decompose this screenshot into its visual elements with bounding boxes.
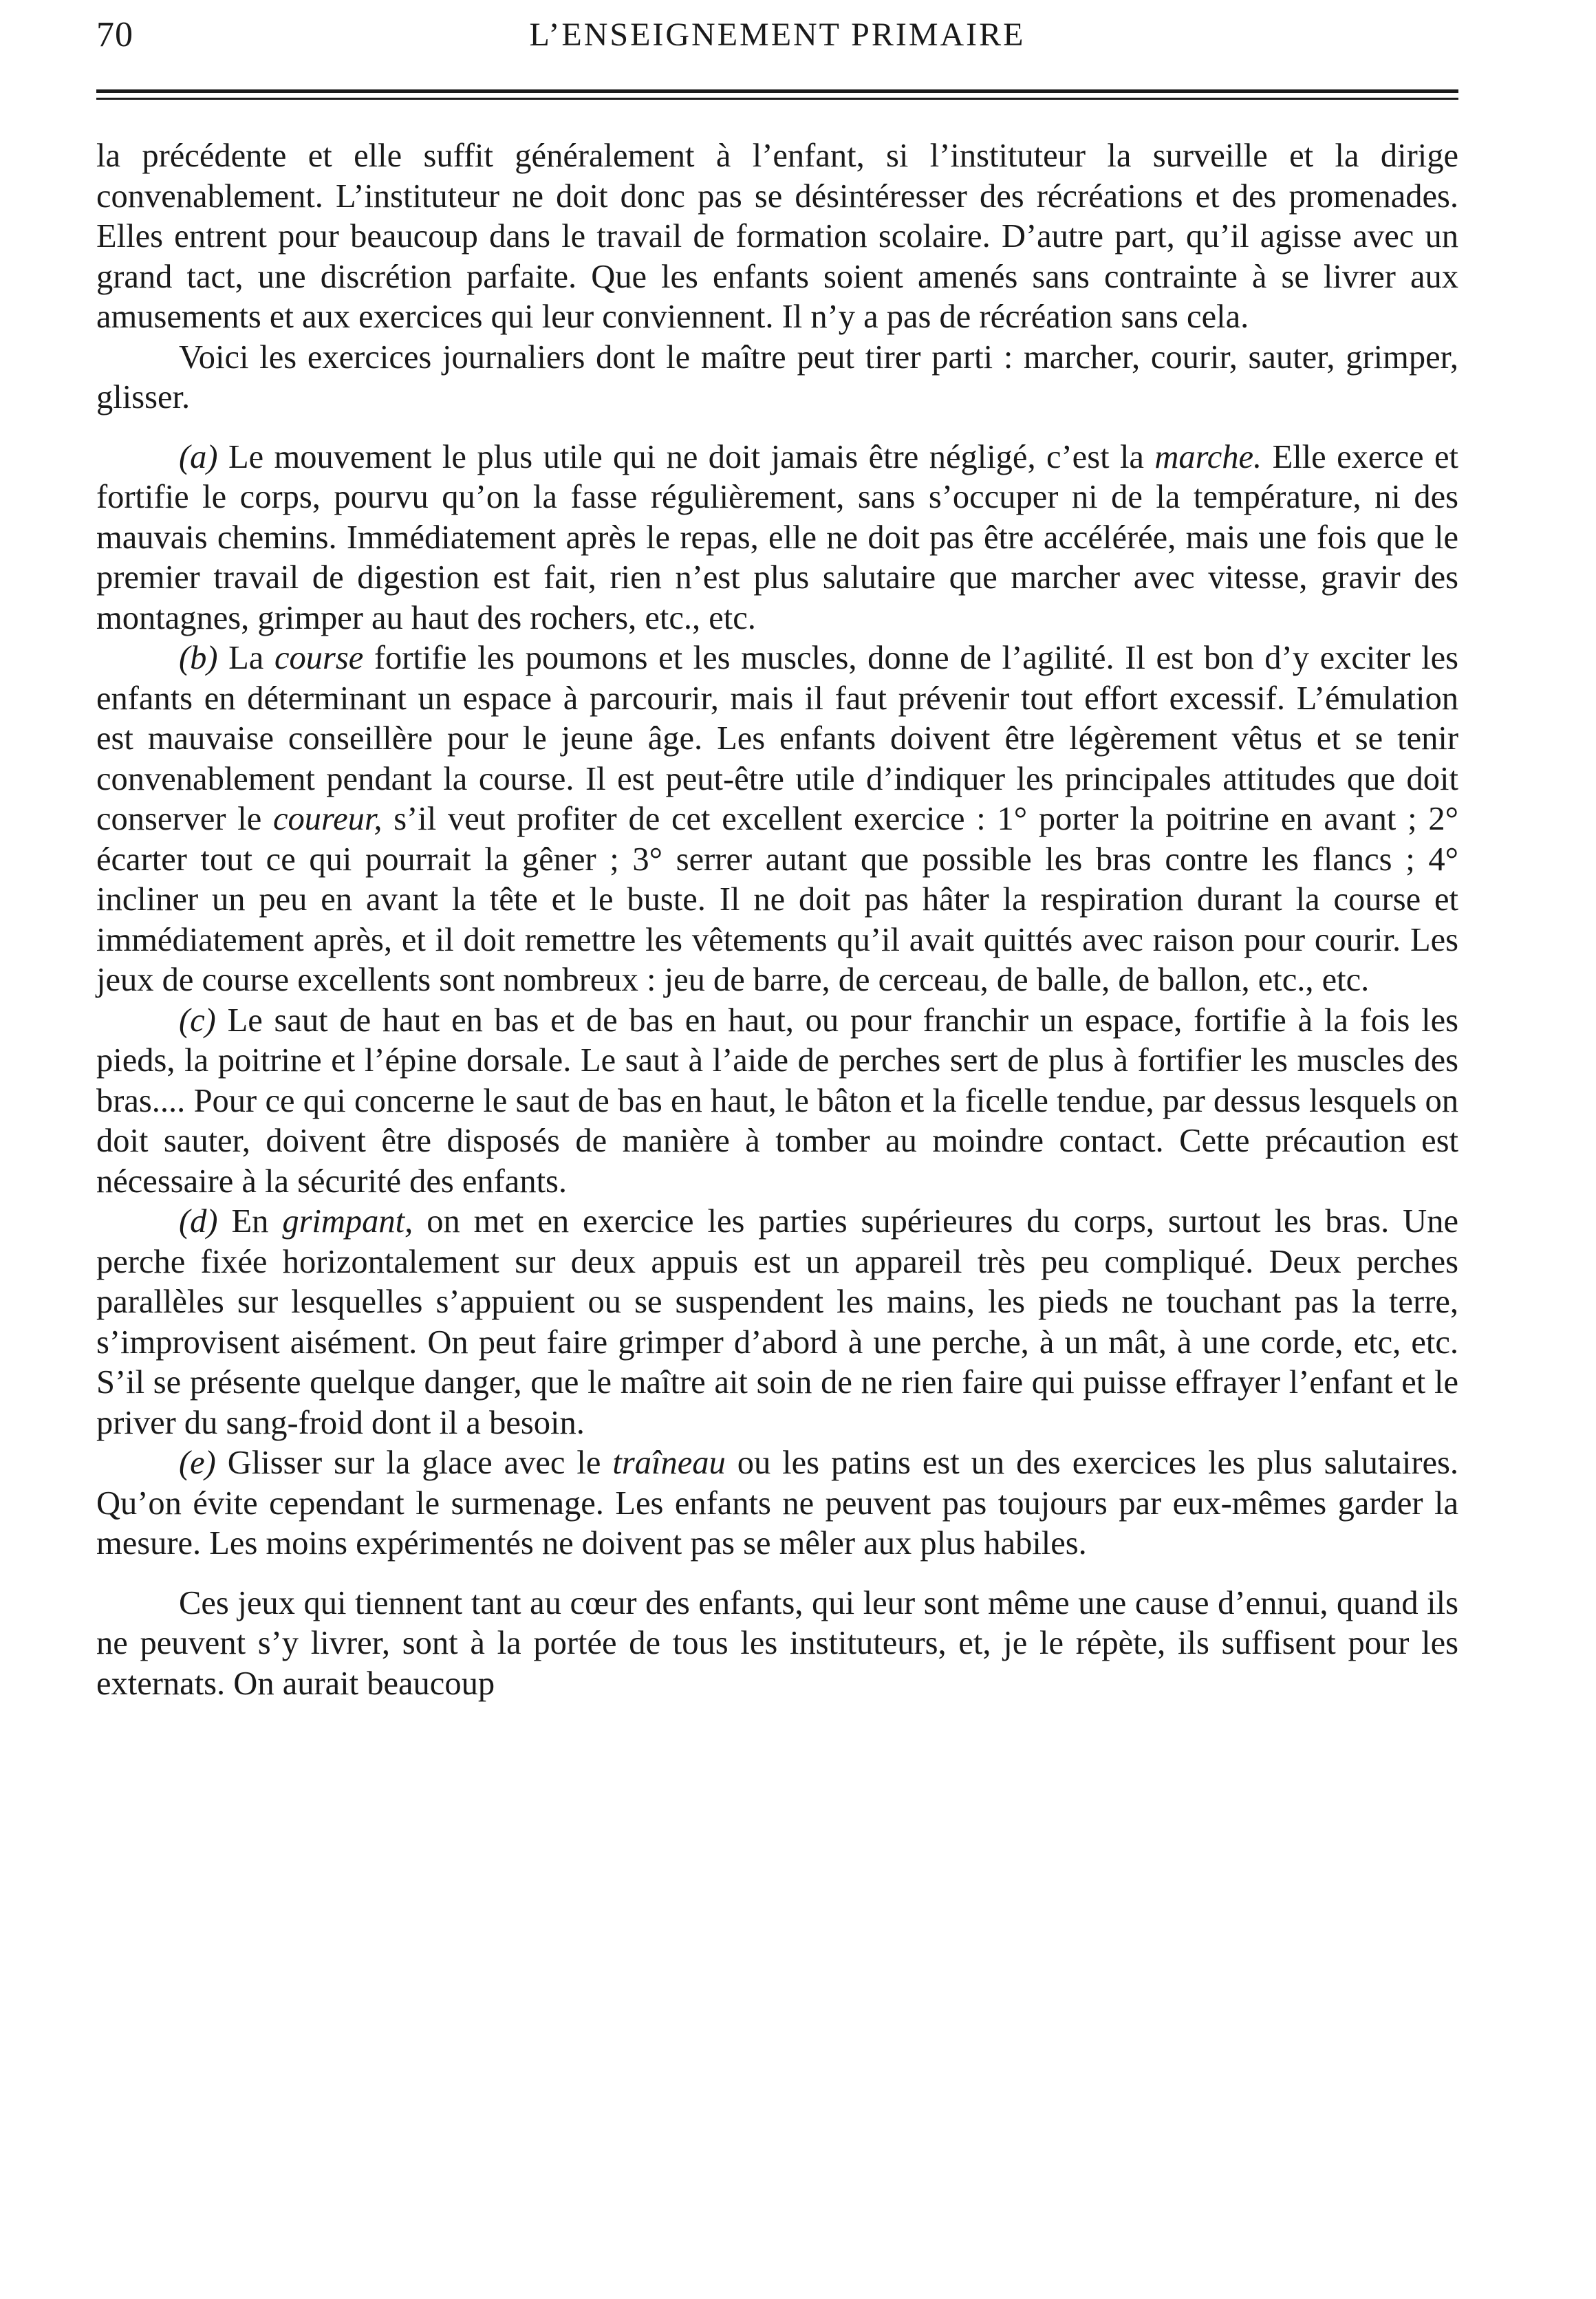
- italic-text: (c): [179, 1002, 216, 1039]
- italic-text: (b): [179, 640, 218, 676]
- paragraph-e-glisser: [96, 1443, 1458, 1564]
- italic-text: marche.: [1154, 438, 1262, 475]
- text-run: s’il veut profiter de cet excellent exercice : 1° porter la poitrine en avant ; 2° écarter tout ce qui pourrait la gêner ; 3° serrer autant que possible les bras contre les flancs ; 4° incliner un peu en avant la tête et le buste. Il ne doit pas hâter la respiration durant la course et immédiatement après, et il doit remettre les vêtements qu’il avait quittés avec raison pour courir. Les jeux de course excellents sont nombreux : jeu de barre, de cerceau, de balle, de ballon, etc., etc.: [96, 801, 1458, 998]
- body-text: [96, 136, 1458, 1704]
- paragraph-d-grimper: [96, 1202, 1458, 1443]
- italic-text: coureur,: [273, 801, 382, 837]
- text-run: Le mouvement le plus utile qui ne doit jamais être négligé, c’est la: [217, 438, 1155, 475]
- text-run: on met en exercice les parties supérieures du corps, surtout les bras. Une perche fixée horizontalement sur deux appuis est un appareil très peu compliqué. Deux perches parallèles sur lesquelles s’appuient ou se suspendent les mains, les pieds ne touchant pas la terre, s’improvisent aisément. On peut faire grimper d’abord à une perche, à un mât, à une corde, etc, etc. S’il se présente quelque danger, que le maître ait soin de ne rien faire qui puisse effrayer l’enfant et le priver du sang-froid dont il a besoin.: [96, 1203, 1458, 1441]
- text-run: Elle exerce et fortifie le corps, pourvu qu’on la fasse régulièrement, sans s’occuper ni de la température, ni des mauvais chemins. Immédiatement après le repas, elle ne doit pas être accélérée, mais une fois que le premier travail de digestion est fait, rien n’est plus salutaire que marcher avec vitesse, gravir des montagnes, grimper au haut des rochers, etc., etc.: [96, 438, 1458, 636]
- italic-text: (a): [179, 438, 218, 475]
- italic-text: (d): [179, 1203, 218, 1240]
- text-run: Le saut de haut en bas et de bas en haut, ou pour franchir un espace, fortifie à la fois les pieds, la poitrine et l’épine dorsale. Le saut à l’aide de perches sert de plus à fortifier les muscles des bras.... Pour ce qui concerne le saut de bas en haut, le bâton et la ficelle tendue, par dessus lesquels on doit sauter, doivent être disposés de manière à tomber au moindre contact. Cette précaution est nécessaire à la sécurité des enfants.: [96, 1002, 1458, 1200]
- page-number: 70: [96, 15, 133, 54]
- paragraph-c-saut: [96, 1001, 1458, 1202]
- paragraph-exercises-intro: [96, 338, 1458, 418]
- paragraph-a-marche: [96, 438, 1458, 639]
- text-run: En: [217, 1203, 283, 1240]
- paragraph-conclusion: [96, 1584, 1458, 1705]
- page-header: [96, 11, 1458, 59]
- paragraph-continuation: [96, 136, 1458, 338]
- text-run: La: [217, 640, 274, 676]
- text-run: fortifie les poumons et les muscles, donne de l’agilité. Il est bon d’y exciter les enfants en déterminant un espace à parcourir, mais il faut prévenir tout effort excessif. L’émulation est mauvaise conseillère pour le jeune âge. Les enfants doivent être légèrement vêtus et se tenir convenablement pendant la course. Il est peut-être utile d’indiquer les principales attitudes que doit conserver le: [96, 640, 1458, 837]
- paragraph-b-course: [96, 638, 1458, 1001]
- running-title: L’ENSEIGNEMENT PRIMAIRE: [529, 17, 1026, 53]
- header-rule-thick: [96, 89, 1458, 93]
- text-run: Glisser sur la glace avec le: [215, 1445, 613, 1481]
- italic-text: grimpant,: [282, 1203, 413, 1240]
- text-run: ou les patins est un des exercices les plus salutaires. Qu’on évite cependant le surmenage. Les enfants ne peuvent pas toujours par eux-mêmes garder la mesure. Les moins expérimentés ne doivent pas se mêler aux plus habiles.: [96, 1445, 1458, 1562]
- italic-text: course: [274, 640, 364, 676]
- header-rule-thin: [96, 98, 1458, 100]
- text-run: Voici les exercices journaliers dont le maître peut tirer parti : marcher, courir, sauter, grimper, glisser.: [96, 338, 1458, 415]
- text-run: la précédente et elle suffit généralement à l’enfant, si l’instituteur la surveille et la dirige convenablement. L’instituteur ne doit donc pas se désintéresser des récréations et des promenades. Elles entrent pour beaucoup dans le travail de formation scolaire. D’autre part, qu’il agisse avec un grand tact, une discrétion parfaite. Que les enfants soient amenés sans contrainte à se livrer aux amusements et aux exercices qui leur conviennent. Il n’y a pas de récréation sans cela.: [96, 138, 1458, 335]
- text-run: Ces jeux qui tiennent tant au cœur des enfants, qui leur sont même une cause d’ennui, quand ils ne peuvent s’y livrer, sont à la portée de tous les instituteurs, et, je le répète, ils suffisent pour les externats. On aurait beaucoup: [96, 1584, 1458, 1702]
- italic-text: traîneau: [612, 1445, 726, 1481]
- italic-text: (e): [179, 1445, 216, 1481]
